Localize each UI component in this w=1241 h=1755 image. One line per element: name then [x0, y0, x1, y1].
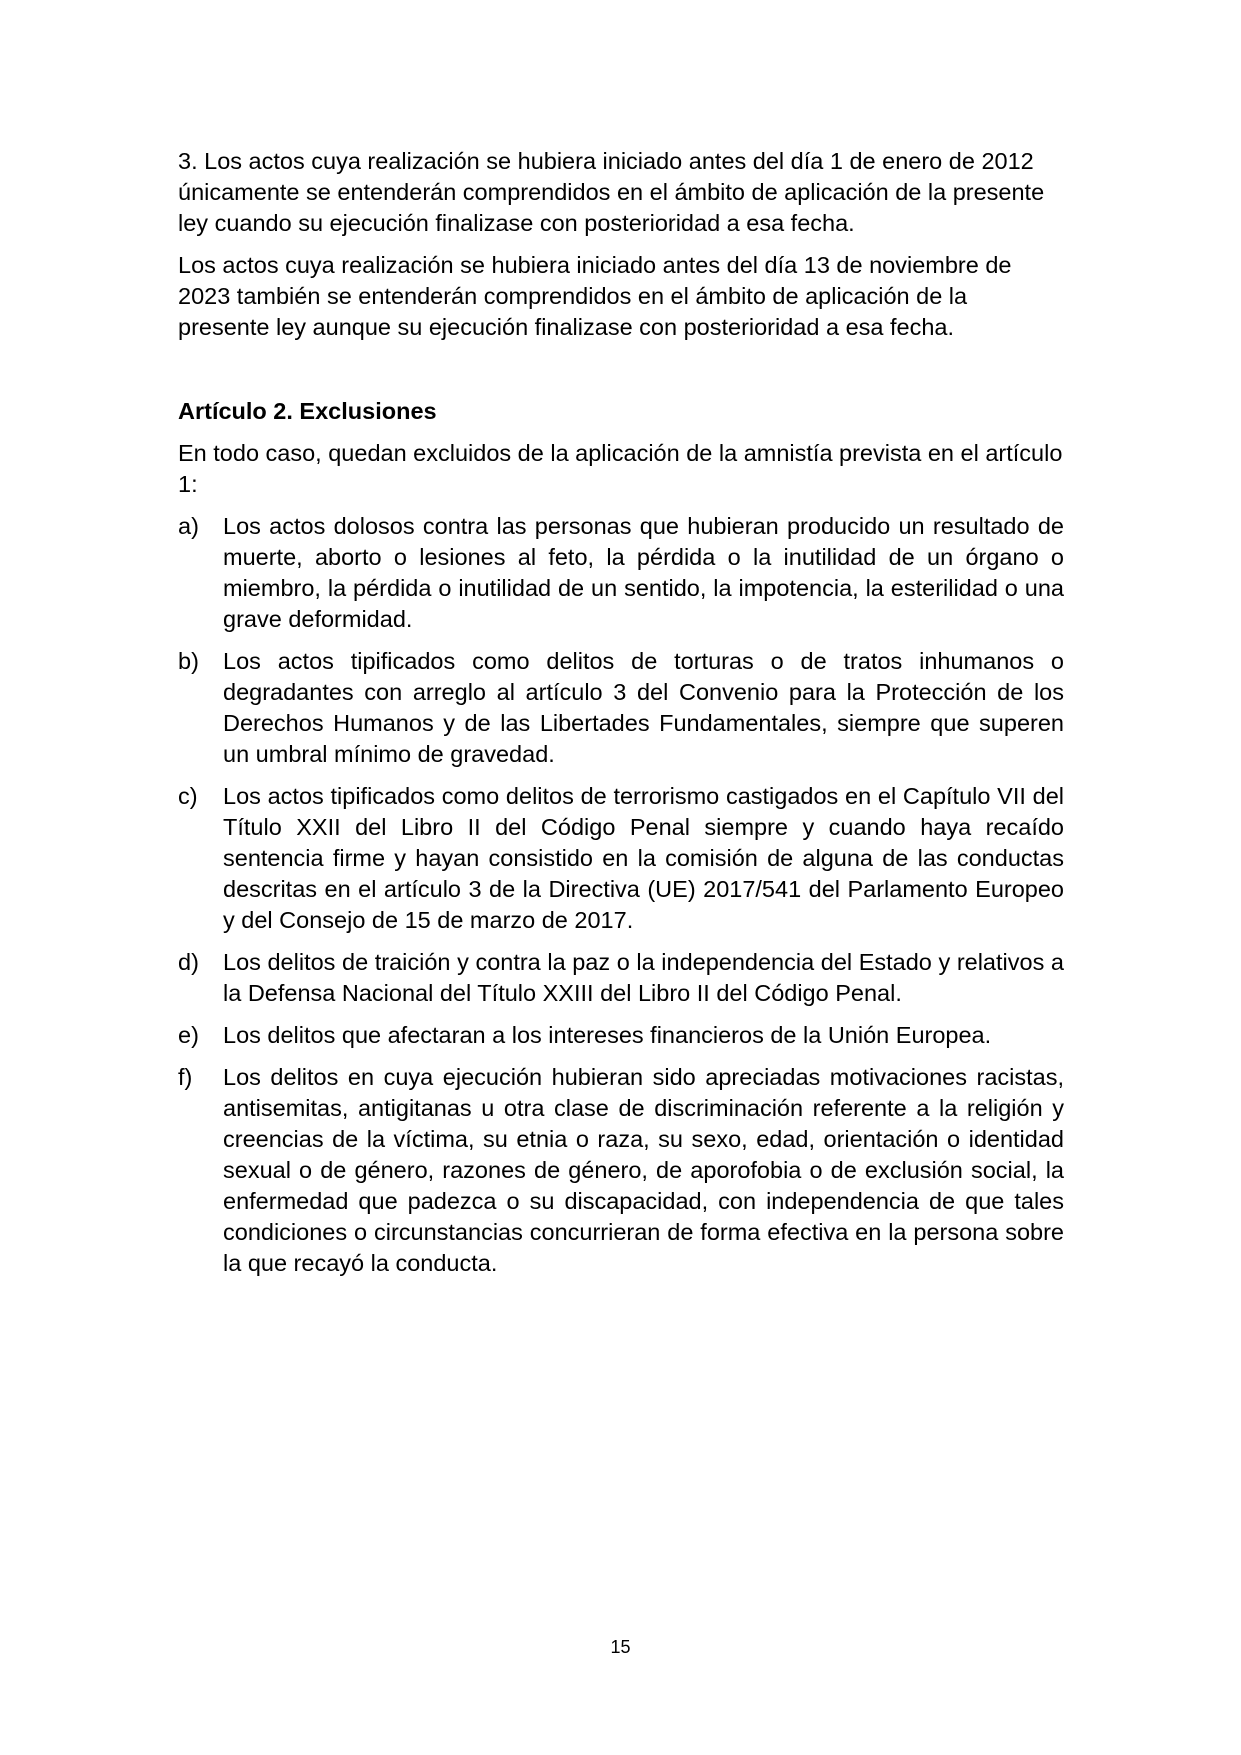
page-content	[178, 146, 1064, 1290]
list-item-text: Los delitos que afectaran a los intereses financieros de la Unión Europea.	[223, 1022, 992, 1048]
list-item	[178, 646, 1064, 770]
list-item	[178, 781, 1064, 936]
list-marker: e)	[178, 1022, 199, 1048]
list-item-text: Los actos tipificados como delitos de torturas o de tratos inhumanos o degradantes con arreglo al artículo 3 del Convenio para la Protección de los Derechos Humanos y de las Libertades Fundamentales, siempre que superen un umbral mínimo de gravedad.	[223, 648, 1064, 767]
list-item	[178, 511, 1064, 635]
page-number: 15	[610, 1637, 631, 1657]
list-item-text: Los delitos de traición y contra la paz o la independencia del Estado y relativos a la Defensa Nacional del Título XXIII del Libro II del Código Penal.	[223, 949, 1064, 1006]
list-marker: b)	[178, 648, 199, 674]
paragraph-section-3: 3. Los actos cuya realización se hubiera iniciado antes del día 1 de enero de 2012 únicamente se entenderán comprendidos en el ámbito de aplicación de la presente ley cuando su ejecución finalizase con posterioridad a esa fecha.	[178, 148, 1045, 236]
list-item	[178, 947, 1064, 1009]
exclusions-list	[178, 511, 1064, 1279]
list-marker: d)	[178, 949, 199, 975]
list-marker: c)	[178, 783, 198, 809]
list-item	[178, 1020, 1064, 1051]
list-item-text: Los actos dolosos contra las personas que hubieran producido un resultado de muerte, aborto o lesiones al feto, la pérdida o la inutilidad de un órgano o miembro, la pérdida o inutilidad de un sentido, la impotencia, la esterilidad o una grave deformidad.	[223, 513, 1064, 632]
article-intro: En todo caso, quedan excluidos de la aplicación de la amnistía prevista en el artículo 1:	[178, 440, 1063, 497]
list-item-text: Los delitos en cuya ejecución hubieran sido apreciadas motivaciones racistas, antisemitas, antigitanas u otra clase de discriminación referente a la religión y creencias de la víctima, su etnia o raza, su sexo, edad, orientación o identidad sexual o de género, razones de género, de aporofobia o de exclusión social, la enfermedad que padezca o su discapacidad, con independencia de que tales condiciones o circunstancias concurrieran de forma efectiva en la persona sobre la que recayó la conducta.	[223, 1064, 1064, 1276]
list-item-text: Los actos tipificados como delitos de terrorismo castigados en el Capítulo VII del Título XXII del Libro II del Código Penal siempre y cuando haya recaído sentencia firme y hayan consistido en la comisión de alguna de las conductas descritas en el artículo 3 de la Directiva (UE) 2017/541 del Parlamento Europeo y del Consejo de 15 de marzo de 2017.	[223, 783, 1064, 933]
list-marker: f)	[178, 1064, 193, 1090]
list-marker: a)	[178, 513, 199, 539]
article-heading: Artículo 2. Exclusiones	[178, 398, 437, 424]
list-item	[178, 1062, 1064, 1279]
paragraph-section-3-continued: Los actos cuya realización se hubiera iniciado antes del día 13 de noviembre de 2023 también se entenderán comprendidos en el ámbito de aplicación de la presente ley aunque su ejecución finalizase con posterioridad a esa fecha.	[178, 252, 1012, 340]
